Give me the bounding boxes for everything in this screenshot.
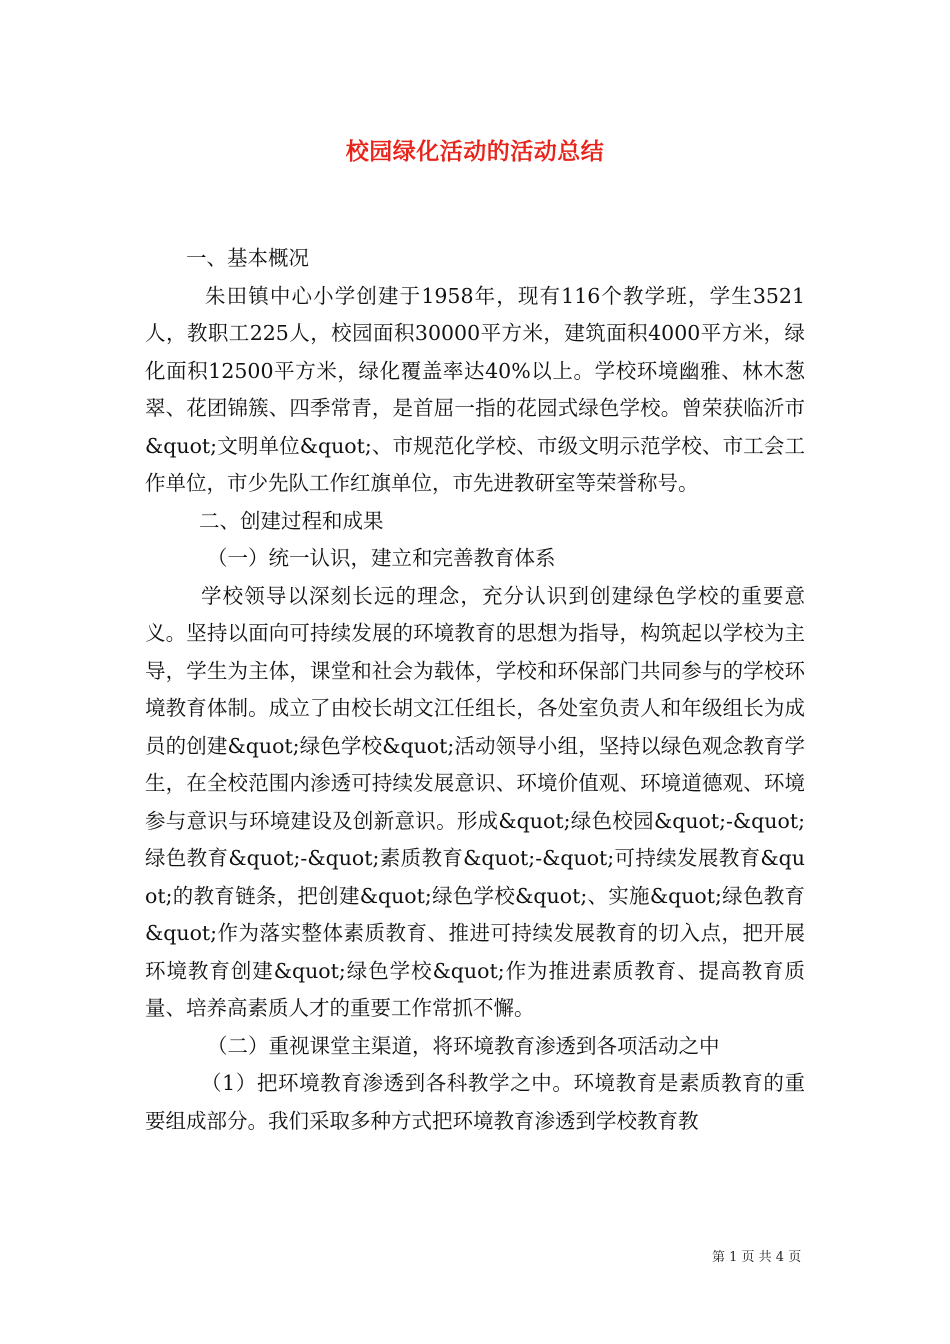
paragraph-school-overview: 朱田镇中心小学创建于1958年，现有116个教学班，学生3521人，教职工225人，校园面积30000平方米，建筑面积4000平方米，绿化面积12500平方米，绿化覆盖率达40%以上。学校环境幽雅、林木葱翠、花团锦簇、四季常青，是首屈一指的花园式绿色学校。曾荣获临沂市&quot;文明单位&quot;、市规范化学校、市级文明示范学校、市工会工作单位，市少先队工作红旗单位，市先进教研室等荣誉称号。 [145, 283, 805, 495]
subsection-heading-classroom-channel: （二）重视课堂主渠道，将环境教育渗透到各项活动之中 [207, 1033, 720, 1058]
subsection-heading-unify-understanding: （一）统一认识，建立和完善教育体系 [207, 546, 556, 570]
page-number-footer: 第 1 页 共 4 页 [712, 1250, 802, 1265]
section-heading-basic-overview: 一、基本概况 [186, 246, 309, 270]
section-heading-process-results: 二、创建过程和成果 [199, 508, 384, 533]
paragraph-subject-teaching: （1）把环境教育渗透到各科教学之中。环境教育是素质教育的重要组成部分。我们采取多种方式把环境教育渗透到学校教育教 [145, 1071, 805, 1133]
document-title: 校园绿化活动的活动总结 [345, 138, 605, 165]
paragraph-education-system: 学校领导以深刻长远的理念，充分认识到创建绿色学校的重要意义。坚持以面向可持续发展的环境教育的思想为指导，构筑起以学校为主导，学生为主体，课堂和社会为载体，学校和环保部门共同参与的学校环境教育体制。成立了由校长胡文江任组长，各处室负责人和年级组长为成员的创建&quot;绿色学校&quot;活动领导小组，坚持以绿色观念教育学生，在全校范围内渗透可持续发展意识、环境价值观、环境道德观、环境参与意识与环境建设及创新意识。形成&quot;绿色校园&quot;-&quot;绿色教育&quot;-&quot;素质教育&quot;-&quot;可持续发展教育&quot;的教育链条，把创建&quot;绿色学校&quot;、实施&quot;绿色教育&quot;作为落实整体素质教育、推进可持续发展教育的切入点，把开展环境教育创建&quot;绿色学校&quot;作为推进素质教育、提高教育质量、培养高素质人才的重要工作常抓不懈。 [145, 583, 805, 1020]
document-body [145, 240, 805, 1140]
